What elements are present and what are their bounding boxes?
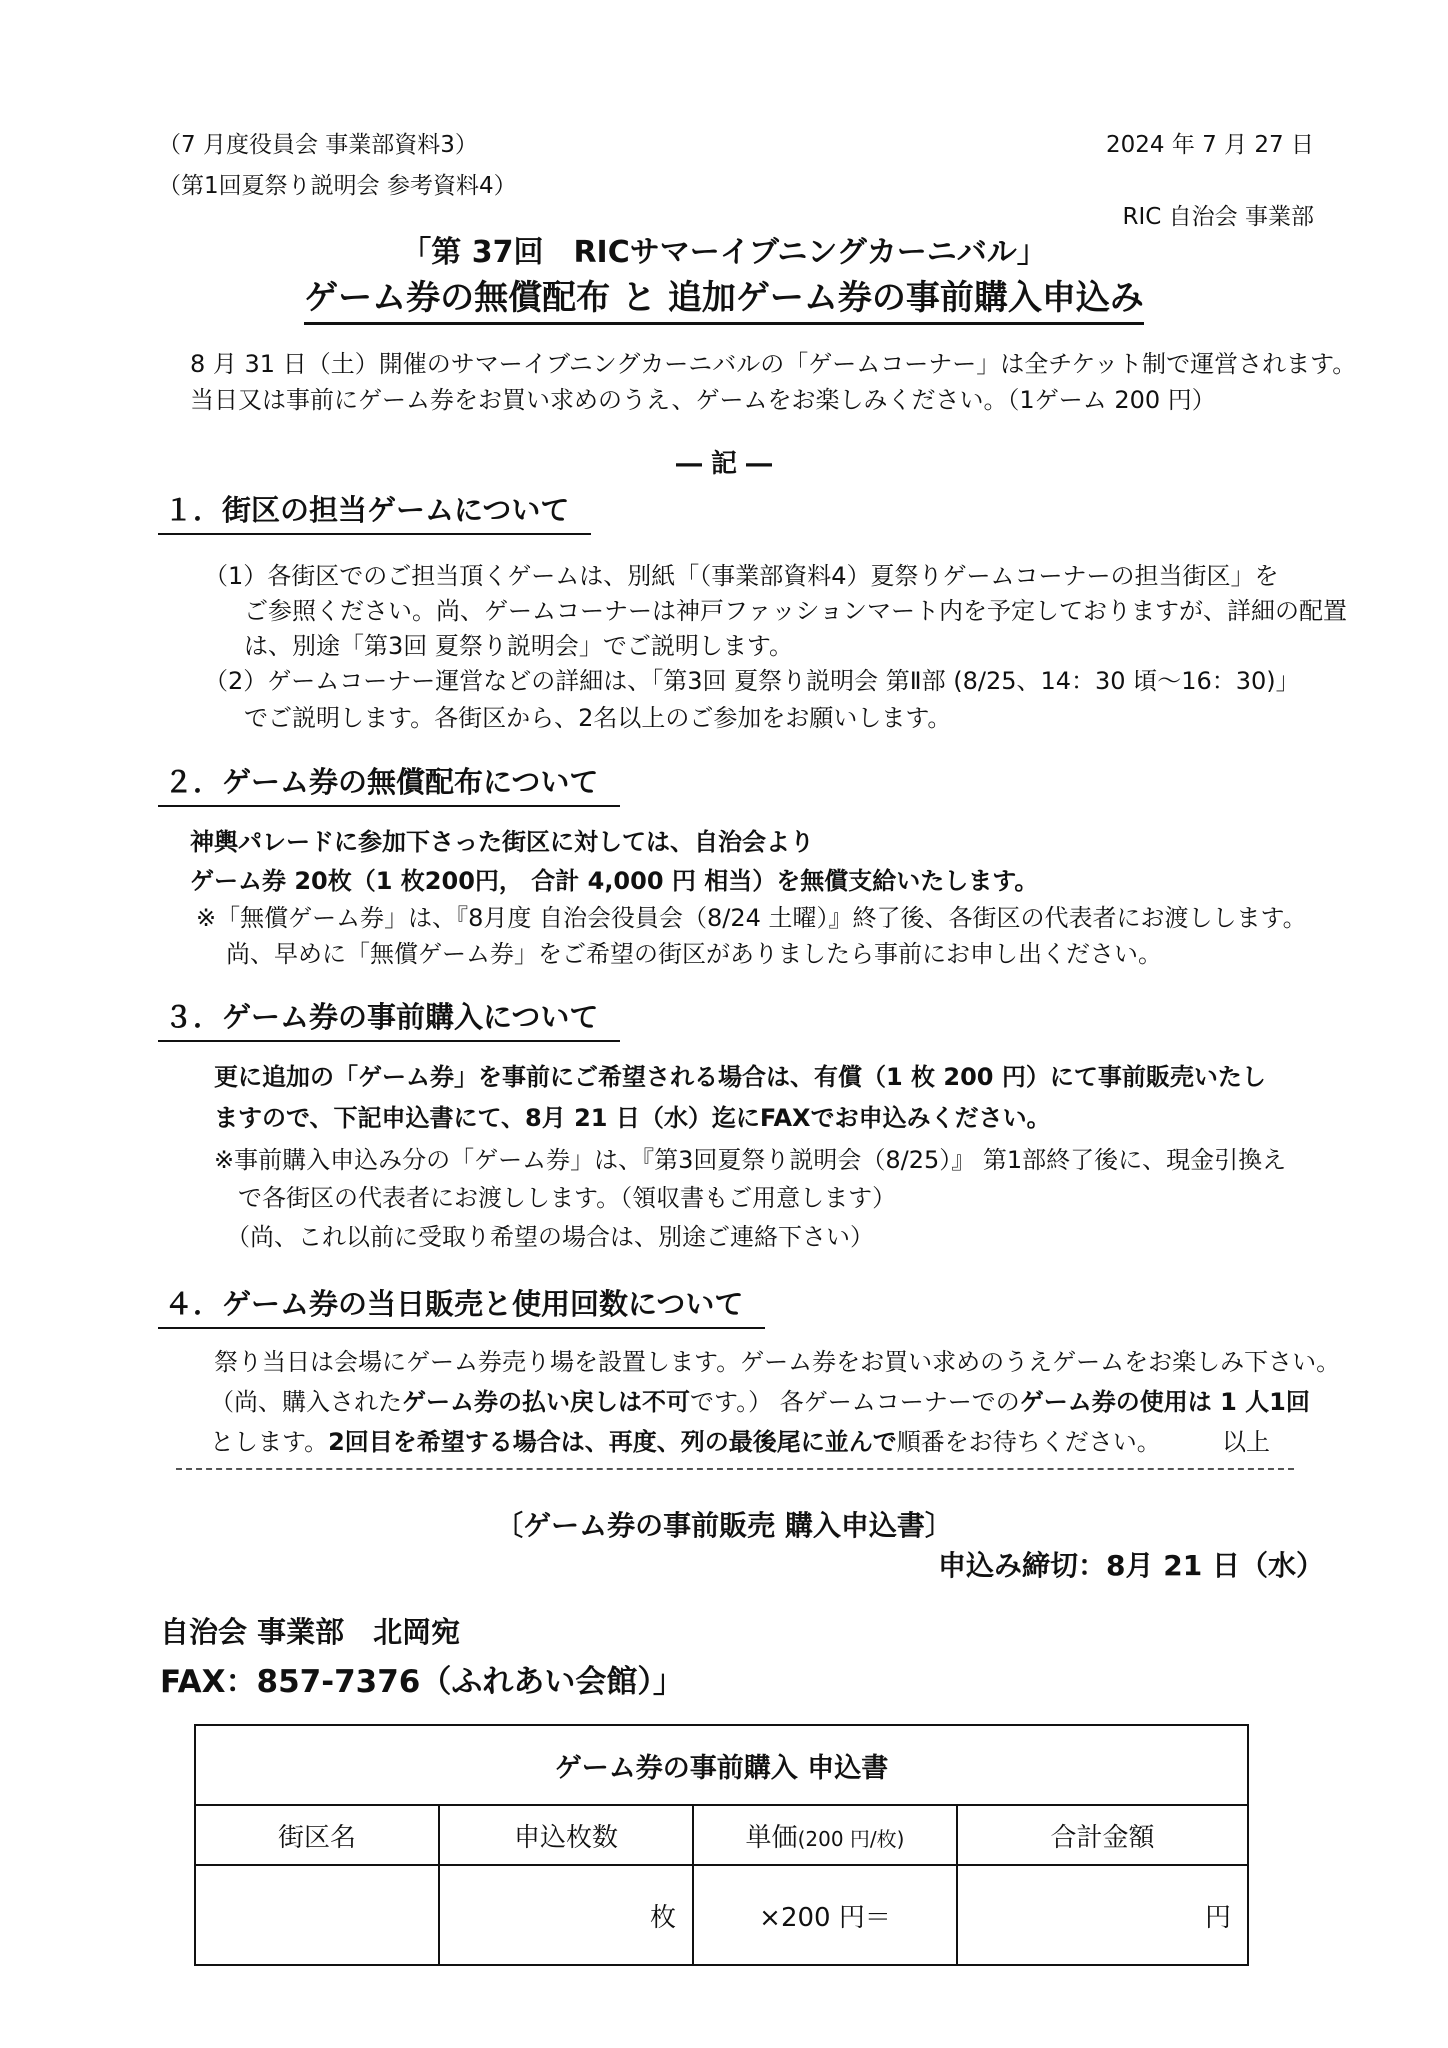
- section-4-line-1: 祭り当日は会場にゲーム券売り場を設置します。ゲーム券をお買い求めのうえゲームをお楽しみ下さい。: [214, 1348, 1341, 1376]
- section-2-line: ゲーム券 20枚（1 枚200円， 合計 4,000 円 相当）を無償支給いたします。: [190, 867, 1039, 895]
- section-4-line-2: （尚、購入されたゲーム券の払い戻しは不可です。） 各ゲームコーナーでのゲーム券の使用は 1 人1回: [210, 1388, 1310, 1416]
- ref-line-1: （7 月度役員会 事業部資料3）: [158, 132, 478, 158]
- section-3-note: で各街区の代表者にお渡しします。（領収書もご用意します）: [238, 1184, 897, 1212]
- ref-line-2: （第1回夏祭り説明会 参考資料4）: [158, 173, 517, 199]
- document-title-text: ゲーム券の無償配布 と 追加ゲーム券の事前購入申込み: [304, 278, 1144, 325]
- section-3-line: ますので、下記申込書にて、8月 21 日（水）迄にFAXでお申込みください。: [214, 1104, 1051, 1132]
- section-1-line: （1）各街区でのご担当頂くゲームは、別紙「（事業部資料4）夏祭りゲームコーナーの担当街区」を: [204, 562, 1279, 590]
- document-title: [0, 270, 1448, 319]
- section-1-line: （2）ゲームコーナー運営などの詳細は、「第3回 夏祭り説明会 第Ⅱ部 (8/25、14：30 頃～16：30)」: [204, 667, 1300, 695]
- section-3-line: 更に追加の「ゲーム券」を事前にご希望される場合は、有償（1 枚 200 円）にて事前販売いたし: [214, 1063, 1266, 1091]
- fax-recipient: 自治会 事業部 北岡宛: [160, 1615, 461, 1649]
- col-total: 合計金額: [957, 1805, 1248, 1865]
- section-4-heading: ４．ゲーム券の当日販売と使用回数について: [158, 1282, 765, 1329]
- block-name-field[interactable]: [195, 1865, 439, 1965]
- form-title: 〔ゲーム券の事前販売 購入申込書〕: [495, 1509, 953, 1542]
- form-input-row: [195, 1865, 1248, 1965]
- section-1-line: ご参照ください。尚、ゲームコーナーは神戸ファッションマート内を予定しておりますが、詳細の配置: [244, 597, 1348, 625]
- event-title: 「第 37回 RICサマーイブニングカーニバル」: [401, 235, 1047, 270]
- section-2-note: 尚、早めに「無償ゲーム券」をご希望の街区がありましたら事前にお申し出ください。: [226, 940, 1162, 968]
- section-1-line: でご説明します。各街区から、2名以上のご参加をお願いします。: [244, 704, 952, 732]
- form-caption: ゲーム券の事前購入 申込書: [195, 1725, 1248, 1805]
- intro-line-1: 8 月 31 日（土）開催のサマーイブニングカーニバルの「ゲームコーナー」は全チケット制で運営されます。: [190, 350, 1357, 378]
- section-2-note: ※「無償ゲーム券」は、『8月度 自治会役員会（8/24 土曜）』終了後、各街区の代表者にお渡しします。: [196, 904, 1307, 932]
- form-column-row: [195, 1805, 1248, 1865]
- intro-line-2: 当日又は事前にゲーム券をお買い求めのうえ、ゲームをお楽しみください。（1ゲーム 200 円）: [190, 386, 1216, 414]
- ki-heading: ― 記 ―: [675, 449, 773, 479]
- col-quantity: 申込枚数: [439, 1805, 693, 1865]
- fax-number: FAX：857-7376（ふれあい会館）」: [160, 1664, 684, 1700]
- section-3-note: ※事前購入申込み分の「ゲーム券」は、『第3回夏祭り説明会（8/25）』 第1部終了後に、現金引換え: [214, 1146, 1287, 1174]
- section-3-note: （尚、これ以前に受取り希望の場合は、別途ご連絡下さい）: [226, 1223, 874, 1251]
- section-2-line: 神輿パレードに参加下さった街区に対しては、自治会より: [190, 828, 814, 856]
- ijo-closing: 以上: [1222, 1428, 1270, 1456]
- total-amount-field[interactable]: 円: [957, 1865, 1248, 1965]
- section-2-heading: ２．ゲーム券の無償配布について: [158, 760, 620, 807]
- section-4-line-3: とします。2回目を希望する場合は、再度、列の最後尾に並んで順番をお待ちください。: [210, 1428, 1161, 1456]
- order-form-table: [194, 1724, 1249, 1966]
- cut-line: [176, 1468, 1294, 1470]
- col-unit-price: 単価(200 円/枚): [693, 1805, 957, 1865]
- col-block-name: 街区名: [195, 1805, 439, 1865]
- form-deadline: 申込み締切：8月 21 日（水）: [938, 1549, 1324, 1582]
- section-1-line: は、別途「第3回 夏祭り説明会」でご説明します。: [244, 632, 793, 660]
- issuer-org: RIC 自治会 事業部: [1122, 204, 1314, 230]
- quantity-field[interactable]: 枚: [439, 1865, 693, 1965]
- unit-price-cell: ×200 円＝: [693, 1865, 957, 1965]
- form-caption-row: [195, 1725, 1248, 1805]
- section-3-heading: ３．ゲーム券の事前購入について: [158, 995, 620, 1042]
- section-1-heading: １．街区の担当ゲームについて: [158, 488, 591, 535]
- document-date: 2024 年 7 月 27 日: [1106, 132, 1314, 158]
